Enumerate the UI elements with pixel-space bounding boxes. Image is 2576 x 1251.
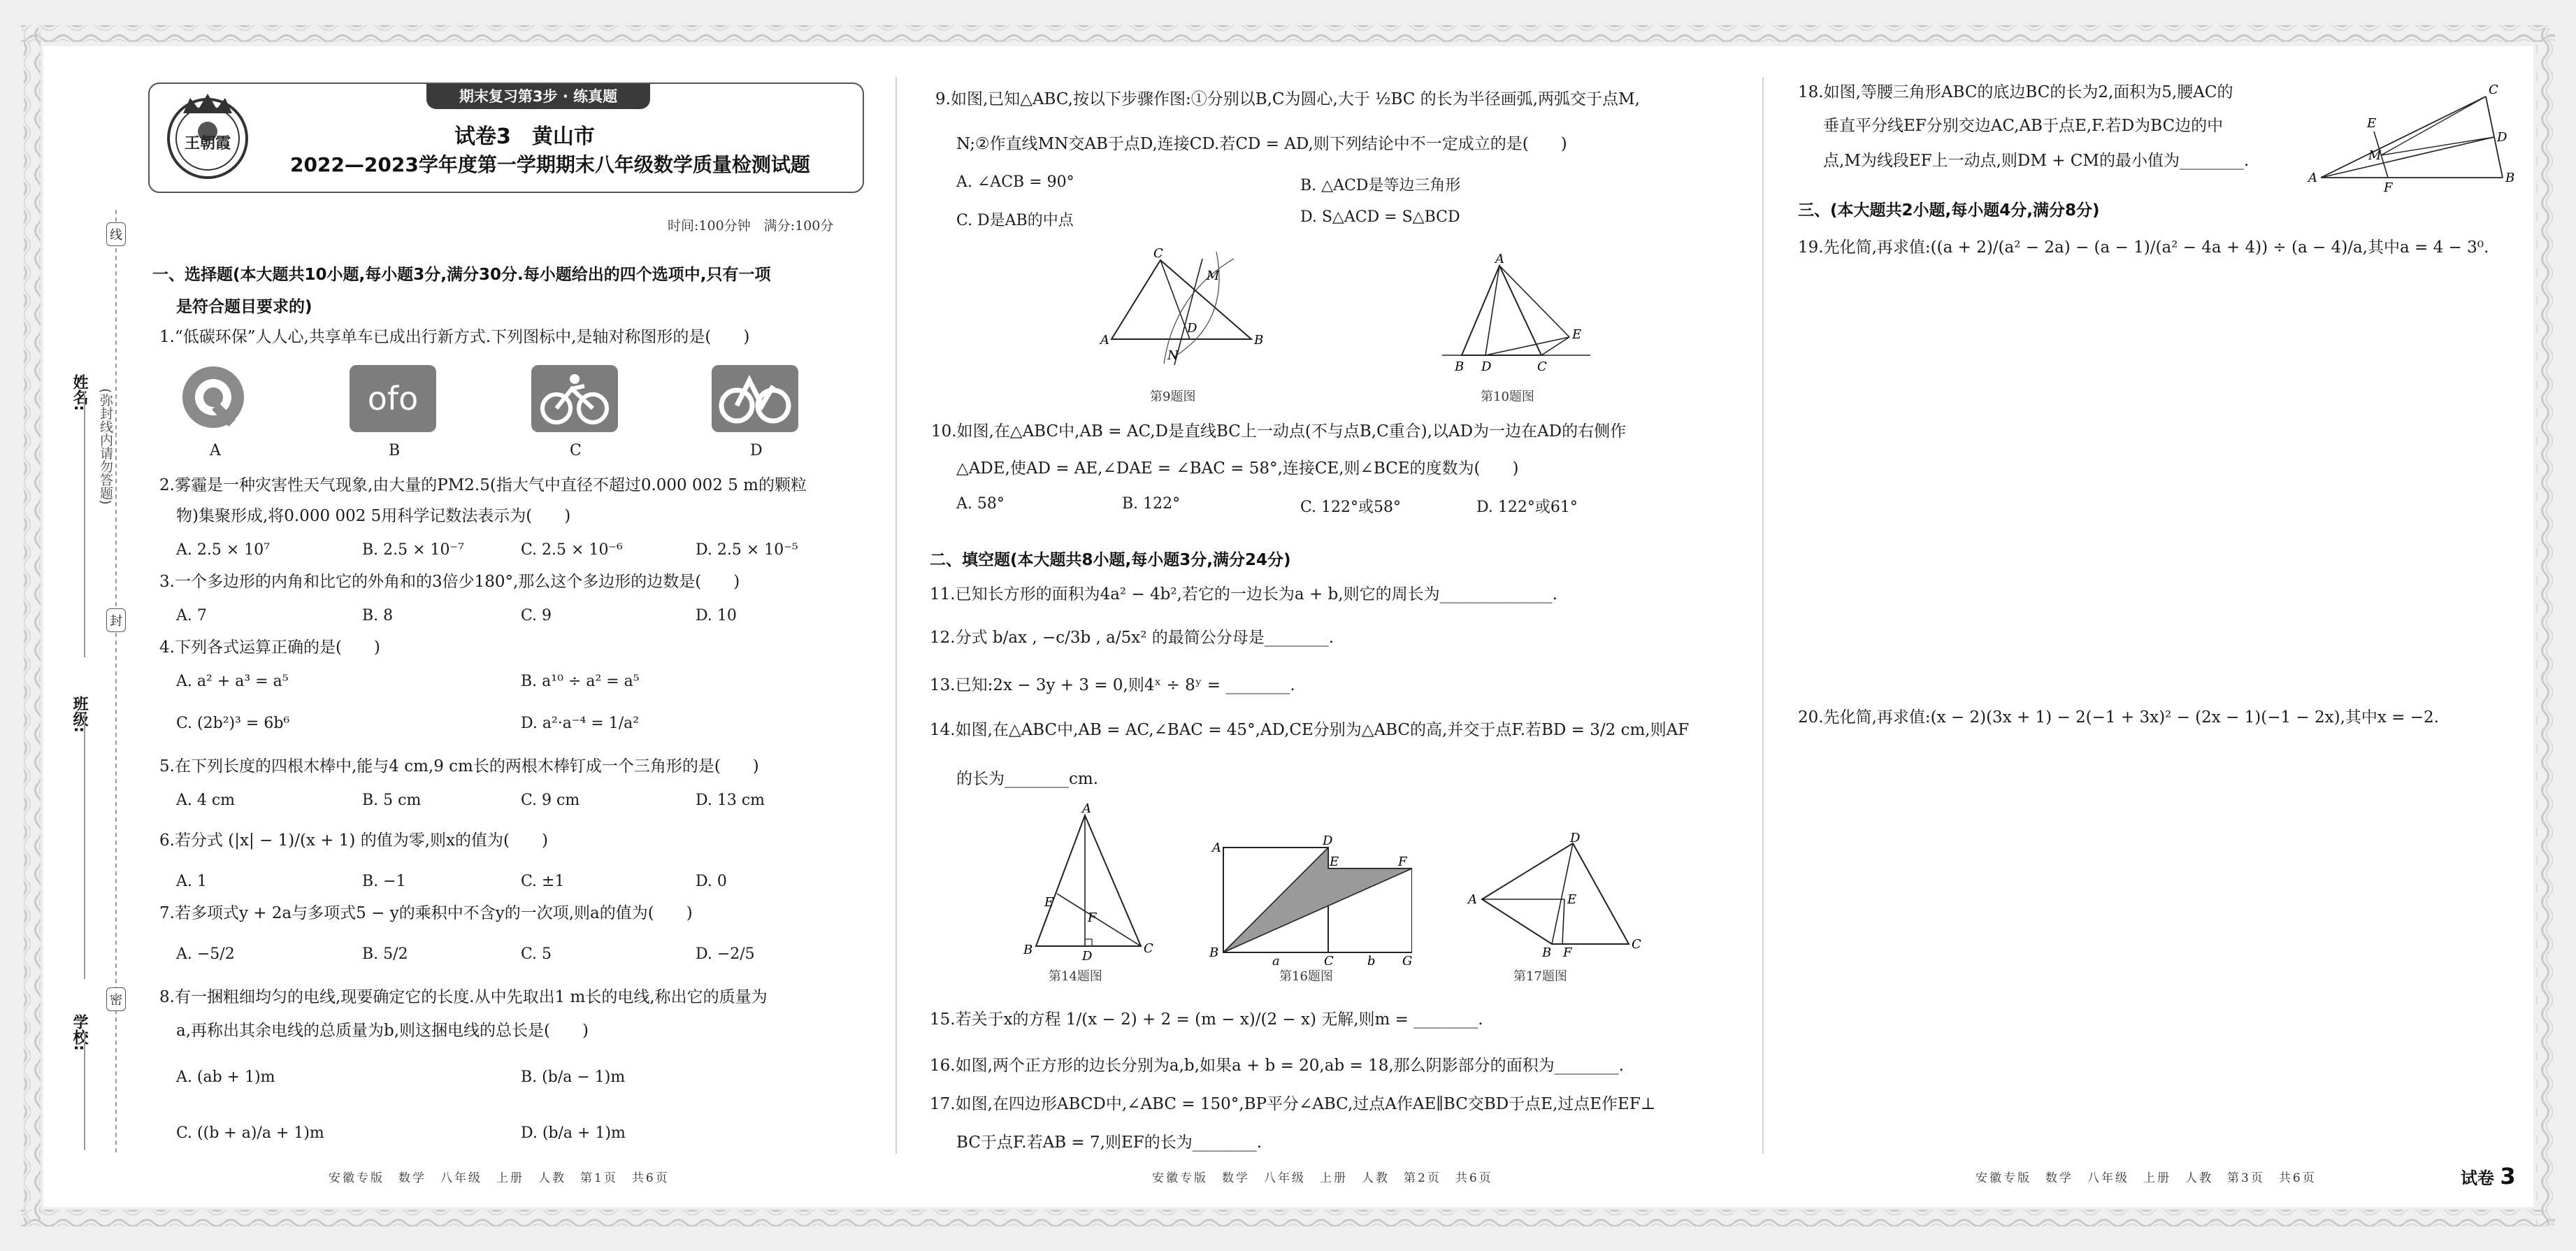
question-18-line-1: 18.如图,等腰三角形ABC的底边BC的长为2,面积为5,腰AC的 bbox=[1798, 83, 2233, 101]
q10-option-b: B. 122° bbox=[1122, 495, 1181, 513]
q8-option-d: D. (b/a + 1)m bbox=[521, 1124, 626, 1142]
q6-option-d: D. 0 bbox=[696, 873, 727, 890]
svg-text:B: B bbox=[1209, 945, 1219, 960]
figure-18-diagram bbox=[2305, 83, 2515, 198]
school-label: 学校: bbox=[71, 1014, 88, 1051]
svg-text:M: M bbox=[1207, 269, 1220, 283]
q7-option-a: A. −5/2 bbox=[176, 945, 235, 963]
paper-label-text: 试卷 bbox=[2461, 1168, 2494, 1188]
name-label: 姓名: bbox=[71, 374, 88, 411]
svg-text:M: M bbox=[2368, 148, 2382, 163]
svg-text:B: B bbox=[1023, 943, 1033, 957]
question-8-line-1: 8.有一捆粗细均匀的电线,现要确定它的长度.从中先取出1 m长的电线,称出它的质量为 bbox=[159, 988, 768, 1006]
question-10-line-1: 10.如图,在△ABC中,AB = AC,D是直线BC上一动点(不与点B,C重合),以AD为一边在AD的右侧作 bbox=[931, 422, 1627, 441]
svg-text:D: D bbox=[1323, 834, 1333, 848]
q2-option-c: C. 2.5 × 10⁻⁶ bbox=[521, 541, 623, 559]
q1-logo-c-icon bbox=[531, 365, 618, 432]
publisher-logo-text: 王朝霞 bbox=[184, 134, 231, 152]
q1-label-a: A bbox=[210, 442, 221, 459]
question-2-line-2: 物)集聚形成,将0.000 002 5用科学记数法表示为( ) bbox=[176, 507, 571, 525]
svg-text:E: E bbox=[1044, 895, 1054, 910]
svg-text:F: F bbox=[1398, 855, 1407, 869]
q9-option-a: A. ∠ACB = 90° bbox=[956, 173, 1074, 191]
q4-option-d: D. a²·a⁻⁴ = 1/a² bbox=[521, 715, 640, 732]
question-6: 6.若分式 (|x| − 1)/(x + 1) 的值为零,则x的值为( ) bbox=[159, 831, 548, 850]
footer-page-2: 安徽专版 数学 八年级 上册 人教 第2页 共6页 bbox=[1152, 1171, 1493, 1185]
question-19: 19.先化简,再求值:((a + 2)/(a² − 2a) − (a − 1)/(a² − 4a + 4)) ÷ (a − 4)/a,其中a = 4 − 3⁰. bbox=[1798, 238, 2489, 257]
svg-text:A: A bbox=[1100, 333, 1109, 348]
question-8-line-2: a,再称出其余电线的总质量为b,则这捆电线的总长是( ) bbox=[176, 1022, 589, 1040]
svg-text:D: D bbox=[1570, 832, 1581, 845]
svg-text:a: a bbox=[1272, 954, 1280, 965]
q4-option-b: B. a¹⁰ ÷ a² = a⁵ bbox=[521, 673, 640, 690]
question-7: 7.若多项式y + 2a与多项式5 − y的乘积中不含y的一次项,则a的值为( ) bbox=[159, 904, 693, 922]
figure-10-diagram bbox=[1437, 252, 1597, 378]
question-1: 1.“低碳环保”人人心,共享单车已成出行新方式.下列图标中,是轴对称图形的是( ) bbox=[159, 328, 750, 346]
svg-text:b: b bbox=[1367, 954, 1376, 965]
time-info: 时间:100分钟 满分:100分 bbox=[668, 218, 834, 234]
q7-option-d: D. −2/5 bbox=[696, 945, 755, 963]
q8-option-a: A. (ab + 1)m bbox=[176, 1068, 275, 1086]
q4-option-c: C. (2b²)³ = 6b⁶ bbox=[176, 715, 290, 732]
question-12: 12.分式 b/ax , −c/3b , a/5x² 的最简公分母是________. bbox=[930, 629, 1334, 647]
svg-text:E: E bbox=[2367, 116, 2377, 131]
q10-option-a: A. 58° bbox=[956, 495, 1005, 513]
school-write-line[interactable] bbox=[84, 1031, 87, 1150]
figure-10-caption: 第10题图 bbox=[1481, 389, 1534, 404]
svg-text:C: C bbox=[1324, 954, 1334, 965]
q5-option-a: A. 4 cm bbox=[176, 792, 236, 809]
q1-label-b: B bbox=[389, 442, 401, 459]
svg-text:D: D bbox=[1187, 321, 1197, 336]
footer-page-1: 安徽专版 数学 八年级 上册 人教 第1页 共6页 bbox=[329, 1171, 670, 1185]
q20-answer-area[interactable] bbox=[1818, 741, 2489, 1147]
svg-text:D: D bbox=[1481, 359, 1492, 374]
q1-logo-b-icon bbox=[350, 365, 436, 432]
svg-text:B: B bbox=[1542, 945, 1552, 958]
seal-mark-secret: 密 bbox=[106, 987, 126, 1011]
question-20: 20.先化简,再求值:(x − 2)(3x + 1) − 2(−1 + 3x)² − (2x − 1)(−1 − 2x),其中x = −2. bbox=[1798, 708, 2439, 727]
svg-text:N: N bbox=[1167, 348, 1179, 363]
svg-text:F: F bbox=[1563, 945, 1572, 958]
q10-option-c: C. 122°或58° bbox=[1300, 499, 1402, 516]
q3-option-c: C. 9 bbox=[521, 607, 552, 624]
q3-option-d: D. 10 bbox=[696, 607, 737, 624]
svg-text:E: E bbox=[1567, 892, 1577, 907]
question-14-line-2: 的长为________cm. bbox=[956, 770, 1099, 788]
q9-option-c: C. D是AB的中点 bbox=[956, 212, 1074, 229]
svg-text:B: B bbox=[1254, 333, 1264, 348]
q2-option-a: A. 2.5 × 10⁷ bbox=[176, 541, 271, 559]
question-17-line-1: 17.如图,在四边形ABCD中,∠ABC = 150°,BP平分∠ABC,过点A作AE∥BC交BD于点E,过点E作EF⊥ bbox=[930, 1095, 1656, 1113]
no-answer-note: (弥封线内请勿答题) bbox=[98, 388, 113, 505]
svg-text:A: A bbox=[1495, 252, 1504, 266]
q9-option-b: B. △ACD是等边三角形 bbox=[1300, 177, 1461, 194]
q1-label-c: C bbox=[570, 442, 582, 459]
section-3-heading: 三、(本大题共2小题,每小题4分,满分8分) bbox=[1798, 201, 2100, 220]
svg-text:C: C bbox=[1144, 941, 1153, 956]
svg-text:C: C bbox=[1537, 359, 1547, 374]
exam-title: 试卷3 黄山市 bbox=[454, 124, 595, 149]
q8-option-c: C. ((b + a)/a + 1)m bbox=[176, 1124, 324, 1142]
svg-text:A: A bbox=[1468, 892, 1477, 907]
q10-option-d: D. 122°或61° bbox=[1476, 499, 1578, 516]
figure-14-caption: 第14题图 bbox=[1049, 969, 1102, 984]
review-banner: 期末复习第3步 · 练真题 bbox=[426, 84, 650, 109]
figure-9-caption: 第9题图 bbox=[1150, 389, 1196, 404]
figure-17-diagram bbox=[1461, 832, 1650, 958]
question-5: 5.在下列长度的四根木棒中,能与4 cm,9 cm长的两根木棒钉成一个三角形的是( ) bbox=[159, 757, 759, 775]
svg-text:E: E bbox=[1330, 855, 1339, 869]
svg-text:F: F bbox=[1088, 910, 1097, 925]
svg-text:B: B bbox=[1455, 359, 1465, 374]
q4-option-a: A. a² + a³ = a⁵ bbox=[176, 673, 289, 690]
figure-16-caption: 第16题图 bbox=[1279, 969, 1333, 984]
paper-label bbox=[2461, 1163, 2516, 1189]
q6-option-c: C. ±1 bbox=[521, 873, 565, 890]
question-13: 13.已知:2x − 3y + 3 = 0,则4ˣ ÷ 8ʸ = ________. bbox=[930, 676, 1295, 694]
q1-label-d: D bbox=[750, 442, 763, 459]
class-write-line[interactable] bbox=[84, 713, 87, 979]
q2-option-d: D. 2.5 × 10⁻⁵ bbox=[696, 541, 798, 559]
svg-text:E: E bbox=[1572, 327, 1582, 342]
section-1-heading: 一、选择题(本大题共10小题,每小题3分,满分30分.每小题给出的四个选项中,只有一项 bbox=[152, 266, 771, 284]
q3-option-b: B. 8 bbox=[362, 607, 394, 624]
q19-answer-area[interactable] bbox=[1818, 273, 2489, 692]
question-14-line-1: 14.如图,在△ABC中,AB = AC,∠BAC = 45°,AD,CE分别为△ABC的高,并交于点F.若BD = 3/2 cm,则AF bbox=[930, 721, 1690, 739]
q7-option-c: C. 5 bbox=[521, 945, 552, 963]
question-2-line-1: 2.雾霾是一种灾害性天气现象,由大量的PM2.5(指大气中直径不超过0.000 002 5 m的颗粒 bbox=[159, 476, 807, 494]
figure-14-diagram bbox=[1015, 803, 1162, 964]
svg-text:D: D bbox=[1082, 949, 1093, 964]
svg-text:A: A bbox=[2308, 171, 2317, 185]
q5-option-d: D. 13 cm bbox=[696, 792, 765, 809]
q7-option-b: B. 5/2 bbox=[362, 945, 408, 963]
svg-text:A: A bbox=[1082, 803, 1091, 816]
q6-option-a: A. 1 bbox=[176, 873, 207, 890]
svg-text:C: C bbox=[1632, 937, 1641, 952]
q5-option-c: C. 9 cm bbox=[521, 792, 580, 809]
figure-16-diagram bbox=[1209, 832, 1412, 965]
question-4: 4.下列各式运算正确的是( ) bbox=[159, 638, 380, 657]
name-write-line[interactable] bbox=[84, 392, 87, 657]
question-18-line-3: 点,M为线段EF上一动点,则DM + CM的最小值为________. bbox=[1823, 152, 2250, 170]
q9-option-d: D. S△ACD = S△BCD bbox=[1300, 208, 1460, 226]
q1-logo-a-icon bbox=[171, 362, 261, 432]
question-10-line-2: △ADE,使AD = AE,∠DAE = ∠BAC = 58°,连接CE,则∠BCE的度数为( ) bbox=[956, 459, 1519, 478]
question-16: 16.如图,两个正方形的边长分别为a,b,如果a + b = 20,ab = 18,那么阴影部分的面积为________. bbox=[930, 1057, 1624, 1075]
paper-number: 3 bbox=[2500, 1163, 2516, 1189]
seal-mark-seal: 封 bbox=[106, 608, 126, 632]
question-17-line-2: BC于点F.若AB = 7,则EF的长为________. bbox=[956, 1134, 1262, 1152]
svg-text:C: C bbox=[1153, 246, 1163, 261]
footer-page-3: 安徽专版 数学 八年级 上册 人教 第3页 共6页 bbox=[1976, 1171, 2317, 1185]
question-9-line-1: 9.如图,已知△ABC,按以下步骤作图:①分别以B,C为圆心,大于 ½BC 的长为半径画弧,两弧交于点M, bbox=[935, 90, 1640, 108]
seal-mark-line: 线 bbox=[106, 222, 126, 246]
svg-text:F: F bbox=[2384, 180, 2393, 195]
question-18-line-2: 垂直平分线EF分别交边AC,AB于点E,F.若D为BC边的中 bbox=[1823, 117, 2224, 135]
svg-text:C: C bbox=[2489, 83, 2498, 97]
q8-option-b: B. (b/a − 1)m bbox=[521, 1068, 626, 1086]
figure-9-diagram bbox=[1098, 245, 1265, 371]
svg-text:G: G bbox=[1402, 954, 1412, 965]
svg-text:B: B bbox=[2505, 171, 2515, 185]
svg-text:A: A bbox=[1212, 841, 1221, 855]
q2-option-b: B. 2.5 × 10⁻⁷ bbox=[362, 541, 464, 559]
question-15: 15.若关于x的方程 1/(x − 2) + 2 = (m − x)/(2 − x) 无解,则m = ________. bbox=[930, 1010, 1483, 1029]
question-9-line-2: N;②作直线MN交AB于点D,连接CD.若CD = AD,则下列结论中不一定成立的是( ) bbox=[956, 135, 1567, 153]
q6-option-b: B. −1 bbox=[362, 873, 406, 890]
question-11: 11.已知长方形的面积为4a² − 4b²,若它的一边长为a + b,则它的周长为______________. bbox=[930, 585, 1557, 603]
question-3: 3.一个多边形的内角和比它的外角和的3倍少180°,那么这个多边形的边数是( ) bbox=[159, 573, 740, 591]
q3-option-a: A. 7 bbox=[176, 607, 207, 624]
class-label: 班级: bbox=[71, 696, 88, 733]
section-2-heading: 二、填空题(本大题共8小题,每小题3分,满分24分) bbox=[930, 551, 1291, 569]
exam-subtitle: 2022—2023学年度第一学期期末八年级数学质量检测试题 bbox=[290, 153, 810, 176]
q1-logo-d-icon bbox=[712, 365, 798, 432]
figure-17-caption: 第17题图 bbox=[1513, 969, 1567, 984]
q5-option-b: B. 5 cm bbox=[362, 792, 422, 809]
section-1-heading-cont: 是符合题目要求的) bbox=[176, 298, 312, 316]
q1-logo-b-text: ofo bbox=[367, 380, 419, 417]
svg-text:D: D bbox=[2497, 130, 2507, 145]
